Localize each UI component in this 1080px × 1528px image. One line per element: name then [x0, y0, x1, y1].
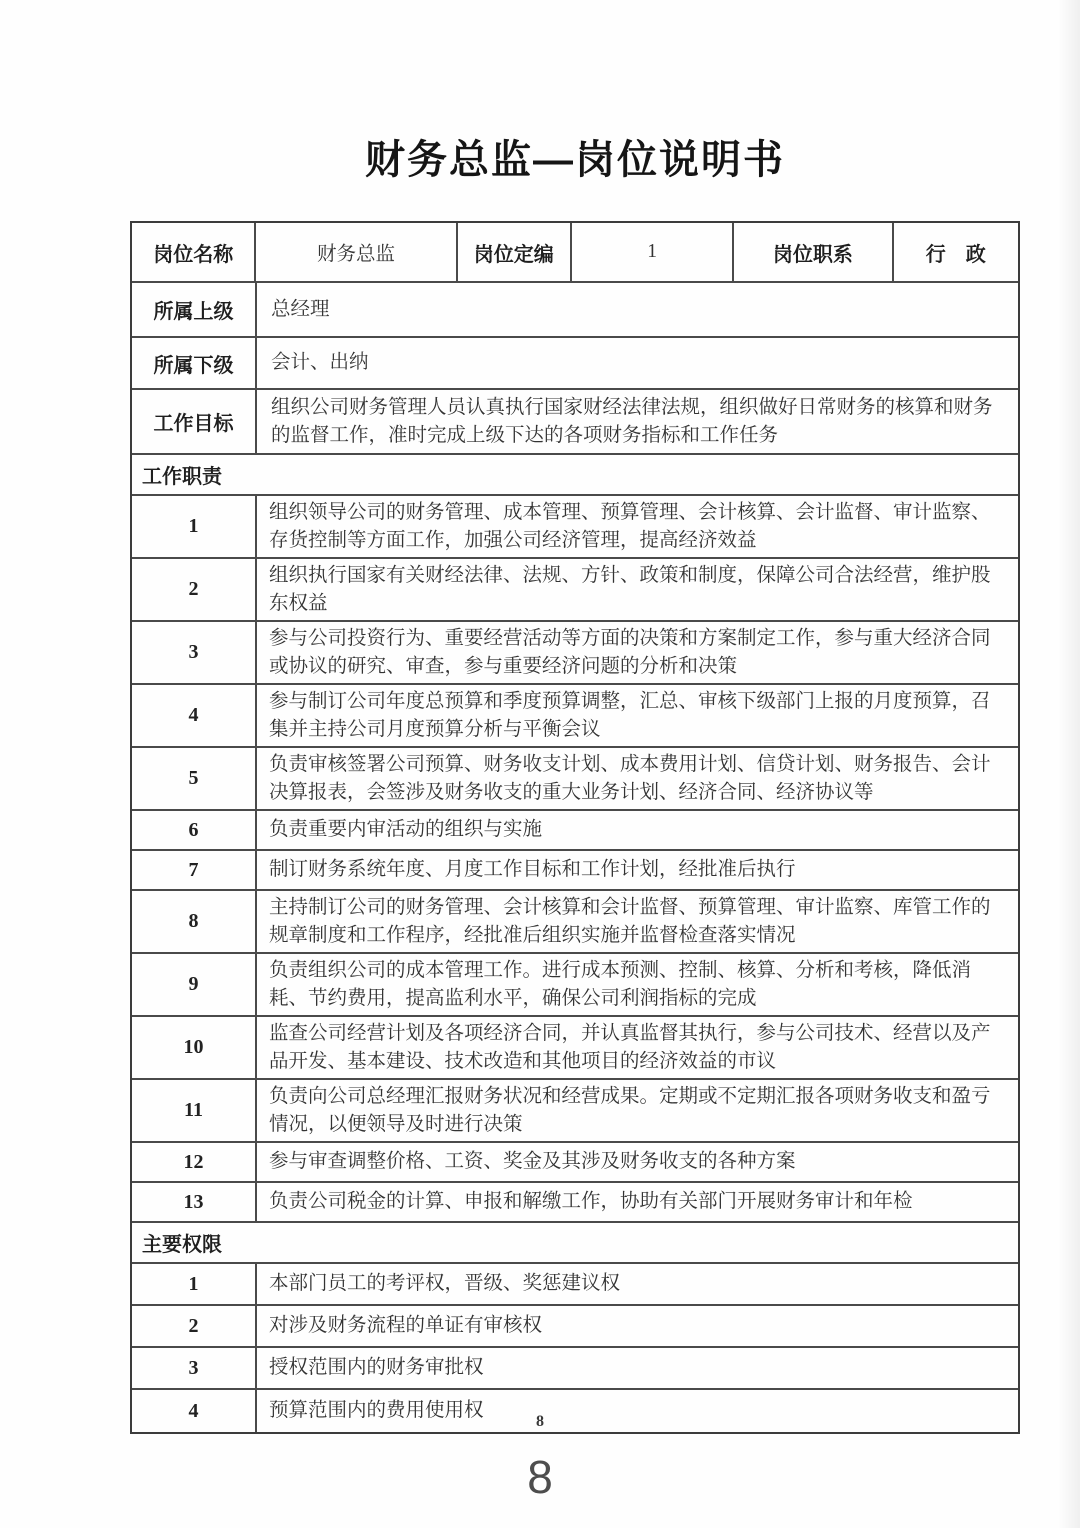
- authorities-section-header: [132, 1223, 1018, 1264]
- table-row: [132, 891, 1018, 954]
- row-number: 12: [132, 1143, 257, 1181]
- duties-section-label: 工作职责: [142, 466, 222, 488]
- row-number: 3: [132, 622, 257, 683]
- row-number: 10: [132, 1017, 257, 1078]
- row-number: 9: [132, 954, 257, 1015]
- table-row: [132, 1264, 1018, 1306]
- row-text: 参与制订公司年度总预算和季度预算调整，汇总、审核下级部门上报的月度预算，召集并主持公司月度预算分析与平衡会议: [269, 691, 991, 740]
- table-row: [132, 559, 1018, 622]
- table-row: [132, 496, 1018, 559]
- row-number: 11: [132, 1080, 257, 1141]
- row-number: 1: [132, 496, 257, 557]
- duties-section-header: [132, 455, 1018, 496]
- subordinate-label: 所属下级: [132, 338, 257, 388]
- objective-label: 工作目标: [132, 390, 257, 453]
- row-text: 负责审核签署公司预算、财务收支计划、成本费用计划、信贷计划、财务报告、会计决算报表，会签涉及财务收支的重大业务计划、经济合同、经济协议等: [269, 754, 991, 803]
- authorities-list: [132, 1264, 1018, 1432]
- subordinate-row: [132, 338, 1018, 390]
- row-text: 授权范围内的财务审批权: [269, 1357, 484, 1379]
- row-number: 5: [132, 748, 257, 809]
- table-row: [132, 851, 1018, 891]
- row-text: 主持制订公司的财务管理、会计核算和会计监督、预算管理、审计监察、库管工作的规章制度和工作程序，经批准后组织实施并监督检查落实情况: [269, 897, 991, 946]
- subordinate-value: 会计、出纳: [271, 352, 369, 374]
- table-row: [132, 685, 1018, 748]
- row-text: 参与公司投资行为、重要经营活动等方面的决策和方案制定工作，参与重大经济合同或协议的研究、审查，参与重要经济问题的分析和决策: [269, 628, 991, 677]
- table-row: [132, 622, 1018, 685]
- duties-list: [132, 496, 1018, 1223]
- info-row: [132, 223, 1018, 283]
- superior-row: [132, 283, 1018, 338]
- post-name-value: 财务总监: [256, 223, 457, 281]
- row-text: 本部门员工的考评权，晋级、奖惩建议权: [269, 1273, 621, 1295]
- table-row: [132, 1080, 1018, 1143]
- row-text: 负责向公司总经理汇报财务状况和经营成果。定期或不定期汇报各项财务收支和盈亏情况，以便领导及时进行决策: [269, 1086, 991, 1135]
- row-number: 2: [132, 559, 257, 620]
- authorities-section-label: 主要权限: [142, 1234, 222, 1256]
- row-number: 2: [132, 1306, 257, 1346]
- row-text: 组织执行国家有关财经法律、法规、方针、政策和制度，保障公司合法经营，维护股东权益: [269, 565, 991, 614]
- row-number: 4: [132, 685, 257, 746]
- table-row: [132, 1143, 1018, 1183]
- row-number: 3: [132, 1348, 257, 1388]
- table-row: [132, 748, 1018, 811]
- row-text: 负责公司税金的计算、申报和解缴工作，协助有关部门开展财务审计和年检: [269, 1191, 913, 1213]
- row-text: 对涉及财务流程的单证有审核权: [269, 1315, 543, 1337]
- table-row: [132, 1017, 1018, 1080]
- table-row: [132, 1306, 1018, 1348]
- objective-value: 组织公司财务管理人员认真执行国家财经法律法规，组织做好日常财务的核算和财务的监督工作，准时完成上级下达的各项财务指标和工作任务: [271, 397, 993, 446]
- document-content: [130, 0, 1020, 1434]
- headcount-value: 1: [572, 223, 734, 281]
- row-text: 监查公司经营计划及各项经济合同，并认真监督其执行，参与公司技术、经营以及产品开发、基本建设、技术改造和其他项目的经济效益的市议: [269, 1023, 991, 1072]
- row-number: 7: [132, 851, 257, 889]
- headcount-label: 岗位定编: [458, 223, 572, 281]
- post-name-label: 岗位名称: [132, 223, 256, 281]
- table-row: [132, 954, 1018, 1017]
- job-family-label: 岗位职系: [734, 223, 893, 281]
- objective-row: [132, 390, 1018, 455]
- page-number-small: 8: [536, 1413, 544, 1430]
- row-number: 6: [132, 811, 257, 849]
- row-text: 参与审查调整价格、工资、奖金及其涉及财务收支的各种方案: [269, 1151, 796, 1173]
- row-text: 预算范围内的费用使用权: [269, 1400, 484, 1422]
- row-number: 4: [132, 1390, 257, 1432]
- table-row: [132, 1183, 1018, 1223]
- job-description-table: [130, 221, 1020, 1434]
- table-row: [132, 811, 1018, 851]
- superior-label: 所属上级: [132, 283, 257, 336]
- row-text: 制订财务系统年度、月度工作目标和工作计划，经批准后执行: [269, 859, 796, 881]
- row-text: 负责重要内审活动的组织与实施: [269, 819, 543, 841]
- row-number: 1: [132, 1264, 257, 1304]
- page-number-large: 8: [527, 1451, 553, 1503]
- row-number: 13: [132, 1183, 257, 1221]
- job-family-value: 行 政: [925, 243, 986, 266]
- row-text: 组织领导公司的财务管理、成本管理、预算管理、会计核算、会计监督、审计监察、存货控制等方面工作，加强公司经济管理，提高经济效益: [269, 502, 991, 551]
- row-text: 负责组织公司的成本管理工作。进行成本预测、控制、核算、分析和考核，降低消耗、节约费用，提高监利水平，确保公司利润指标的完成: [269, 960, 972, 1009]
- document-title: 财务总监—岗位说明书: [365, 138, 785, 182]
- superior-value: 总经理: [271, 298, 330, 320]
- row-number: 8: [132, 891, 257, 952]
- table-row: [132, 1348, 1018, 1390]
